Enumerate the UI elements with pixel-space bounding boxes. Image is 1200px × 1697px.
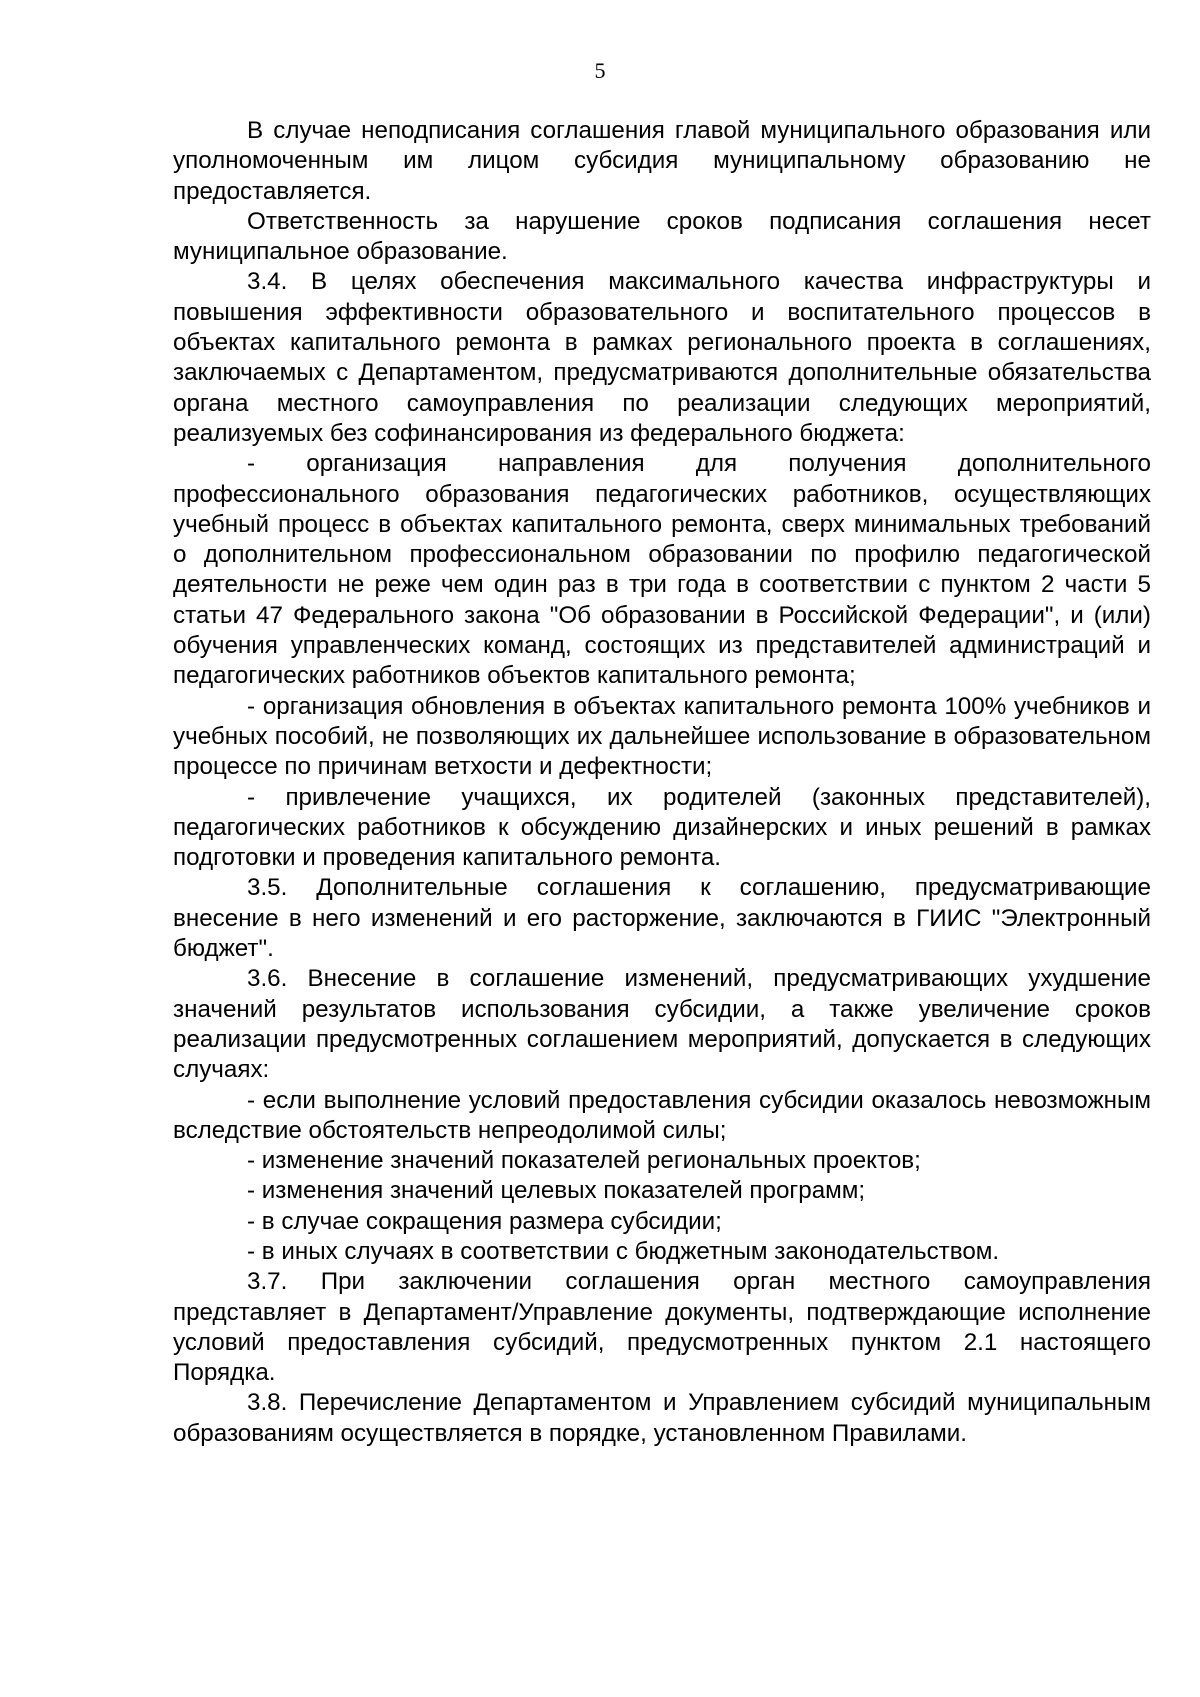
list-item-textbook-renewal: - организация обновления в объектах капитального ремонта 100% учебников и учебных пособий, не позволяющих их дальнейшее использование в образовательном процессе по причинам ветхости и дефектности;: [173, 692, 1151, 781]
document-body: [173, 116, 1151, 1449]
paragraph-3-4: 3.4. В целях обеспечения максимального качества инфраструктуры и повышения эффективности образовательного и воспитательного процессов в объектах капитального ремонта в рамках регионального проекта в соглашениях, заключаемых с Департаментом, предусматриваются дополнительные обязательства органа местного самоуправления по реализации следующих мероприятий, реализуемых без софинансирования из федерального бюджета:: [173, 268, 1151, 447]
list-item-regional-indicators: - изменение значений показателей региональных проектов;: [247, 1147, 921, 1175]
list-item-force-majeure: - если выполнение условий предоставления субсидии оказалось невозможным вследствие обстоятельств непреодолимой силы;: [173, 1086, 1151, 1144]
list-item-other-cases: - в иных случаях в соответствии с бюджетным законодательством.: [247, 1237, 1000, 1265]
paragraph-3-5: 3.5. Дополнительные соглашения к соглашению, предусматривающие внесение в него изменений и его расторжение, заключаются в ГИИС "Электронный бюджет".: [173, 874, 1151, 963]
list-item-participant-involvement: - привлечение учащихся, их родителей (законных представителей), педагогических работников к обсуждению дизайнерских и иных решений в рамках подготовки и проведения капитального ремонта.: [173, 783, 1151, 872]
paragraph-3-6: 3.6. Внесение в соглашение изменений, предусматривающих ухудшение значений результатов использования субсидии, а также увеличение сроков реализации предусмотренных соглашением мероприятий, допускается в следующих случаях:: [173, 965, 1151, 1084]
paragraph-responsibility: Ответственность за нарушение сроков подписания соглашения несет муниципальное образование.: [173, 207, 1151, 266]
list-item-subsidy-reduction: - в случае сокращения размера субсидии;: [247, 1207, 722, 1235]
paragraph-3-7: 3.7. При заключении соглашения орган местного самоуправления представляет в Департамент/Управление документы, подтверждающие исполнение условий предоставления субсидий, предусмотренных пунктом 2.1 настоящего Порядка.: [173, 1268, 1151, 1387]
paragraph-3-8: 3.8. Перечисление Департаментом и Управлением субсидий муниципальным образованиям осуществляется в порядке, установленном Правилами.: [173, 1389, 1151, 1447]
list-item-professional-education: - организация направления для получения дополнительного профессионального образования педагогических работников, осуществляющих учебный процесс в объектах капитального ремонта, сверх минимальных требований о дополнительном профессиональном образовании по профилю педагогической деятельности не реже чем один раз в три года в соответствии с пунктом 2 части 5 статьи 47 Федерального закона "Об образовании в Российской Федерации", и (или) обучения управленческих команд, состоящих из представителей администраций и педагогических работников объектов капитального ремонта;: [173, 450, 1151, 690]
paragraph-non-signing: В случае неподписания соглашения главой муниципального образования или уполномоченным им лицом субсидия муниципальному образованию не предоставляется.: [173, 117, 1151, 205]
list-item-program-indicators: - изменения значений целевых показателей программ;: [247, 1177, 866, 1205]
page-number: 5: [594, 58, 606, 83]
